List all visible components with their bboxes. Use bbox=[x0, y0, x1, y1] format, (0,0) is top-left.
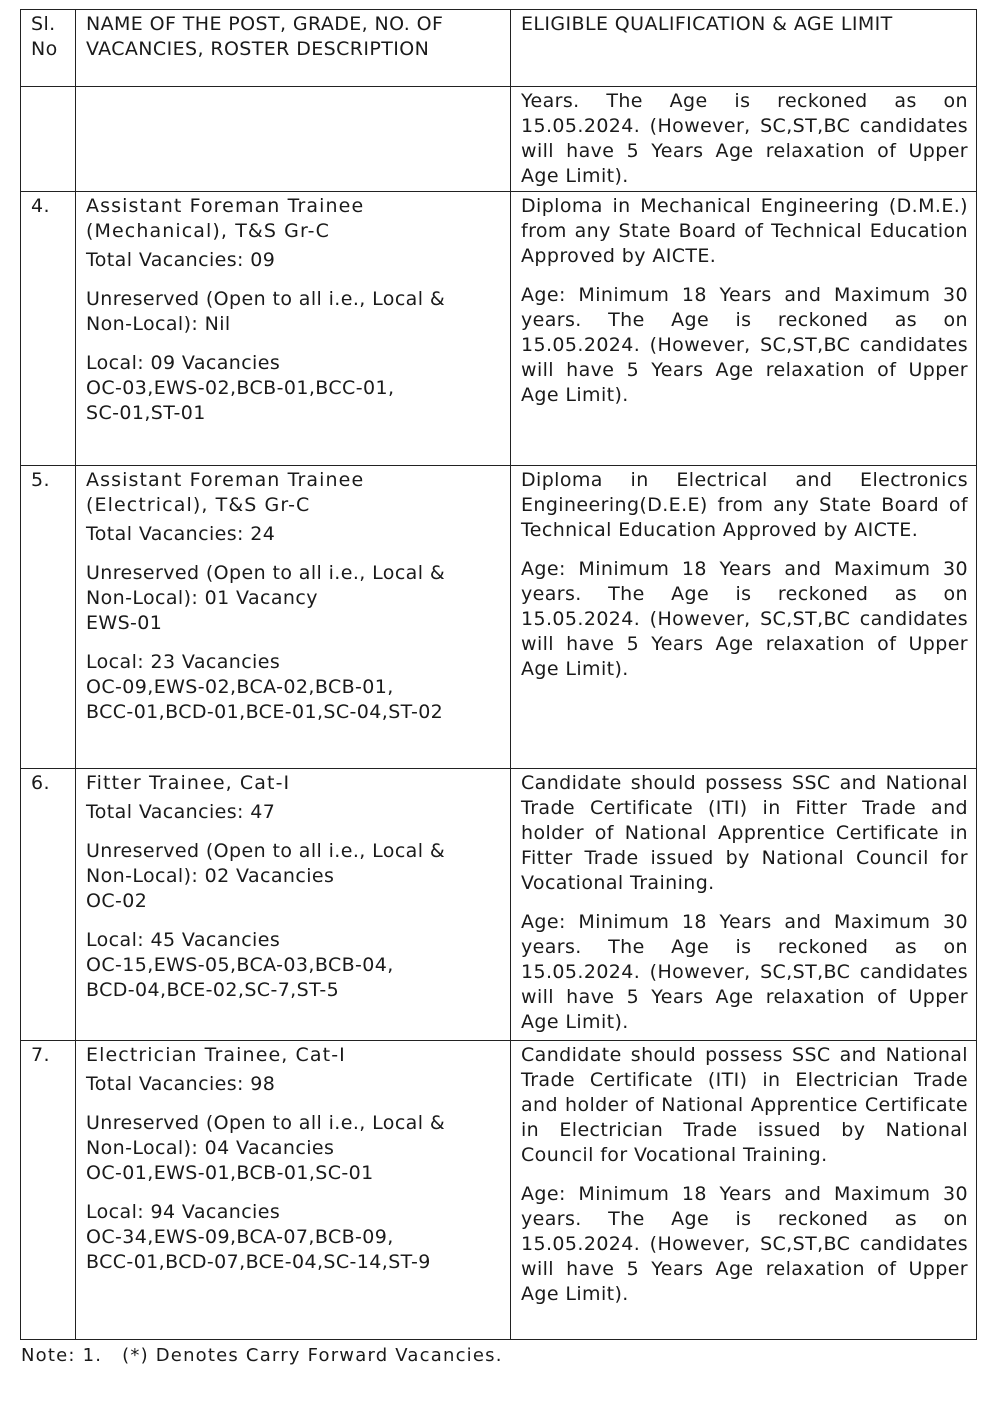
unreserved-block bbox=[86, 839, 502, 914]
qualification-text: Candidate should possess SSC and National Trade Certificate (ITI) in Fitter Trade and holder of National Apprentice Certificate in Fitter Trade issued by National Council for Vocational Training. bbox=[521, 772, 968, 894]
total-vacancies: Total Vacancies: 47 bbox=[86, 801, 276, 823]
header-no-line: No bbox=[31, 38, 58, 60]
post-name bbox=[86, 1043, 502, 1068]
row-sl-no: 6. bbox=[21, 769, 76, 1041]
unreserved-line: Unreserved (Open to all i.e., Local & bbox=[86, 840, 446, 862]
age-limit-text: Age: Minimum 18 Years and Maximum 30 years. The Age is reckoned as on 15.05.2024. (However, SC,ST,BC candidates will have 5 Years Age relaxation of Upper Age Limit). bbox=[521, 1183, 968, 1305]
unreserved-line: Non-Local): 02 Vacancies bbox=[86, 865, 335, 887]
age-limit-text: Age: Minimum 18 Years and Maximum 30 years. The Age is reckoned as on 15.05.2024. (However, SC,ST,BC candidates will have 5 Years Age relaxation of Upper Age Limit). bbox=[521, 284, 968, 406]
row-sl-no: 7. bbox=[21, 1041, 76, 1340]
header-qualification: ELIGIBLE QUALIFICATION & AGE LIMIT bbox=[511, 10, 977, 87]
local-block bbox=[86, 650, 502, 725]
continuation-post bbox=[76, 87, 511, 192]
local-line: OC-03,EWS-02,BCB-01,BCC-01, bbox=[86, 377, 395, 399]
post-name-line: Assistant Foreman Trainee bbox=[86, 469, 365, 491]
unreserved-line: Unreserved (Open to all i.e., Local & bbox=[86, 562, 446, 584]
unreserved-block bbox=[86, 287, 502, 337]
local-line: BCC-01,BCD-01,BCE-01,SC-04,ST-02 bbox=[86, 701, 444, 723]
qualification-text: Candidate should possess SSC and National Trade Certificate (ITI) in Electrician Trade and holder of National Apprentice Certificate in Electrician Trade issued by National Council for Vocational Training. bbox=[521, 1044, 968, 1166]
row-qualification bbox=[511, 192, 977, 466]
spacer bbox=[86, 636, 502, 650]
local-line: OC-34,EWS-09,BCA-07,BCB-09, bbox=[86, 1226, 394, 1248]
row-qualification bbox=[511, 769, 977, 1041]
local-line: Local: 94 Vacancies bbox=[86, 1201, 281, 1223]
unreserved-line: OC-02 bbox=[86, 890, 148, 912]
local-line: OC-15,EWS-05,BCA-03,BCB-04, bbox=[86, 954, 394, 976]
unreserved-line: Non-Local): 04 Vacancies bbox=[86, 1137, 335, 1159]
spacer bbox=[86, 914, 502, 928]
row-sl-no: 4. bbox=[21, 192, 76, 466]
unreserved-line: EWS-01 bbox=[86, 612, 163, 634]
post-name-line: Electrician Trainee, Cat-I bbox=[86, 1044, 346, 1066]
continuation-sl bbox=[21, 87, 76, 192]
spacer bbox=[521, 543, 968, 557]
table-row bbox=[21, 192, 977, 466]
row-post-details bbox=[76, 192, 511, 466]
header-post: NAME OF THE POST, GRADE, NO. OF VACANCIES, ROSTER DESCRIPTION bbox=[76, 10, 511, 87]
local-block bbox=[86, 928, 502, 1003]
post-name-line: (Mechanical), T&S Gr-C bbox=[86, 220, 330, 242]
vacancy-table bbox=[20, 9, 977, 1340]
local-line: Local: 45 Vacancies bbox=[86, 929, 281, 951]
unreserved-line: Non-Local): Nil bbox=[86, 313, 231, 335]
spacer bbox=[86, 273, 502, 287]
spacer bbox=[521, 896, 968, 910]
continuation-qualification: Years. The Age is reckoned as on 15.05.2024. (However, SC,ST,BC candidates will have 5 Years Age relaxation of Upper Age Limit). bbox=[511, 87, 977, 192]
table-row bbox=[21, 1041, 977, 1340]
local-line: OC-09,EWS-02,BCA-02,BCB-01, bbox=[86, 676, 394, 698]
row-post-details bbox=[76, 1041, 511, 1340]
unreserved-line: Unreserved (Open to all i.e., Local & bbox=[86, 1112, 446, 1134]
spacer bbox=[86, 1186, 502, 1200]
continuation-row bbox=[21, 87, 977, 192]
row-qualification bbox=[511, 466, 977, 769]
local-line: BCD-04,BCE-02,SC-7,ST-5 bbox=[86, 979, 340, 1001]
spacer bbox=[86, 825, 502, 839]
local-line: Local: 09 Vacancies bbox=[86, 352, 281, 374]
spacer bbox=[521, 269, 968, 283]
age-limit-text: Age: Minimum 18 Years and Maximum 30 years. The Age is reckoned as on 15.05.2024. (However, SC,ST,BC candidates will have 5 Years Age relaxation of Upper Age Limit). bbox=[521, 558, 968, 680]
footnote-label: Note: 1. bbox=[21, 1345, 103, 1366]
post-name-line: Fitter Trainee, Cat-I bbox=[86, 772, 291, 794]
age-limit-text: Age: Minimum 18 Years and Maximum 30 years. The Age is reckoned as on 15.05.2024. (However, SC,ST,BC candidates will have 5 Years Age relaxation of Upper Age Limit). bbox=[521, 911, 968, 1033]
unreserved-line: Unreserved (Open to all i.e., Local & bbox=[86, 288, 446, 310]
header-sl-line: Sl. bbox=[31, 13, 56, 35]
footnote bbox=[21, 1345, 503, 1366]
table-row bbox=[21, 466, 977, 769]
unreserved-block bbox=[86, 561, 502, 636]
post-name-line: Assistant Foreman Trainee bbox=[86, 195, 365, 217]
spacer bbox=[86, 337, 502, 351]
spacer bbox=[86, 547, 502, 561]
qualification-text: Diploma in Electrical and Electronics Engineering(D.E.E) from any State Board of Technical Education Approved by AICTE. bbox=[521, 469, 968, 541]
post-name-line: (Electrical), T&S Gr-C bbox=[86, 494, 311, 516]
local-line: Local: 23 Vacancies bbox=[86, 651, 281, 673]
header-sl-no bbox=[21, 10, 76, 87]
row-sl-no: 5. bbox=[21, 466, 76, 769]
table-row bbox=[21, 769, 977, 1041]
local-line: SC-01,ST-01 bbox=[86, 402, 206, 424]
unreserved-block bbox=[86, 1111, 502, 1186]
row-post-details bbox=[76, 769, 511, 1041]
total-vacancies: Total Vacancies: 09 bbox=[86, 249, 276, 271]
unreserved-line: Non-Local): 01 Vacancy bbox=[86, 587, 318, 609]
post-name bbox=[86, 468, 502, 518]
spacer bbox=[86, 1097, 502, 1111]
unreserved-line: OC-01,EWS-01,BCB-01,SC-01 bbox=[86, 1162, 374, 1184]
table-header-row bbox=[21, 10, 977, 87]
footnote-text: (*) Denotes Carry Forward Vacancies. bbox=[122, 1345, 503, 1366]
total-vacancies: Total Vacancies: 24 bbox=[86, 523, 276, 545]
post-name bbox=[86, 771, 502, 796]
row-post-details bbox=[76, 466, 511, 769]
local-line: BCC-01,BCD-07,BCE-04,SC-14,ST-9 bbox=[86, 1251, 431, 1273]
qualification-text: Diploma in Mechanical Engineering (D.M.E.) from any State Board of Technical Education Approved by AICTE. bbox=[521, 195, 968, 267]
spacer bbox=[521, 1168, 968, 1182]
local-block bbox=[86, 1200, 502, 1275]
local-block bbox=[86, 351, 502, 426]
row-qualification bbox=[511, 1041, 977, 1340]
post-name bbox=[86, 194, 502, 244]
total-vacancies: Total Vacancies: 98 bbox=[86, 1073, 276, 1095]
